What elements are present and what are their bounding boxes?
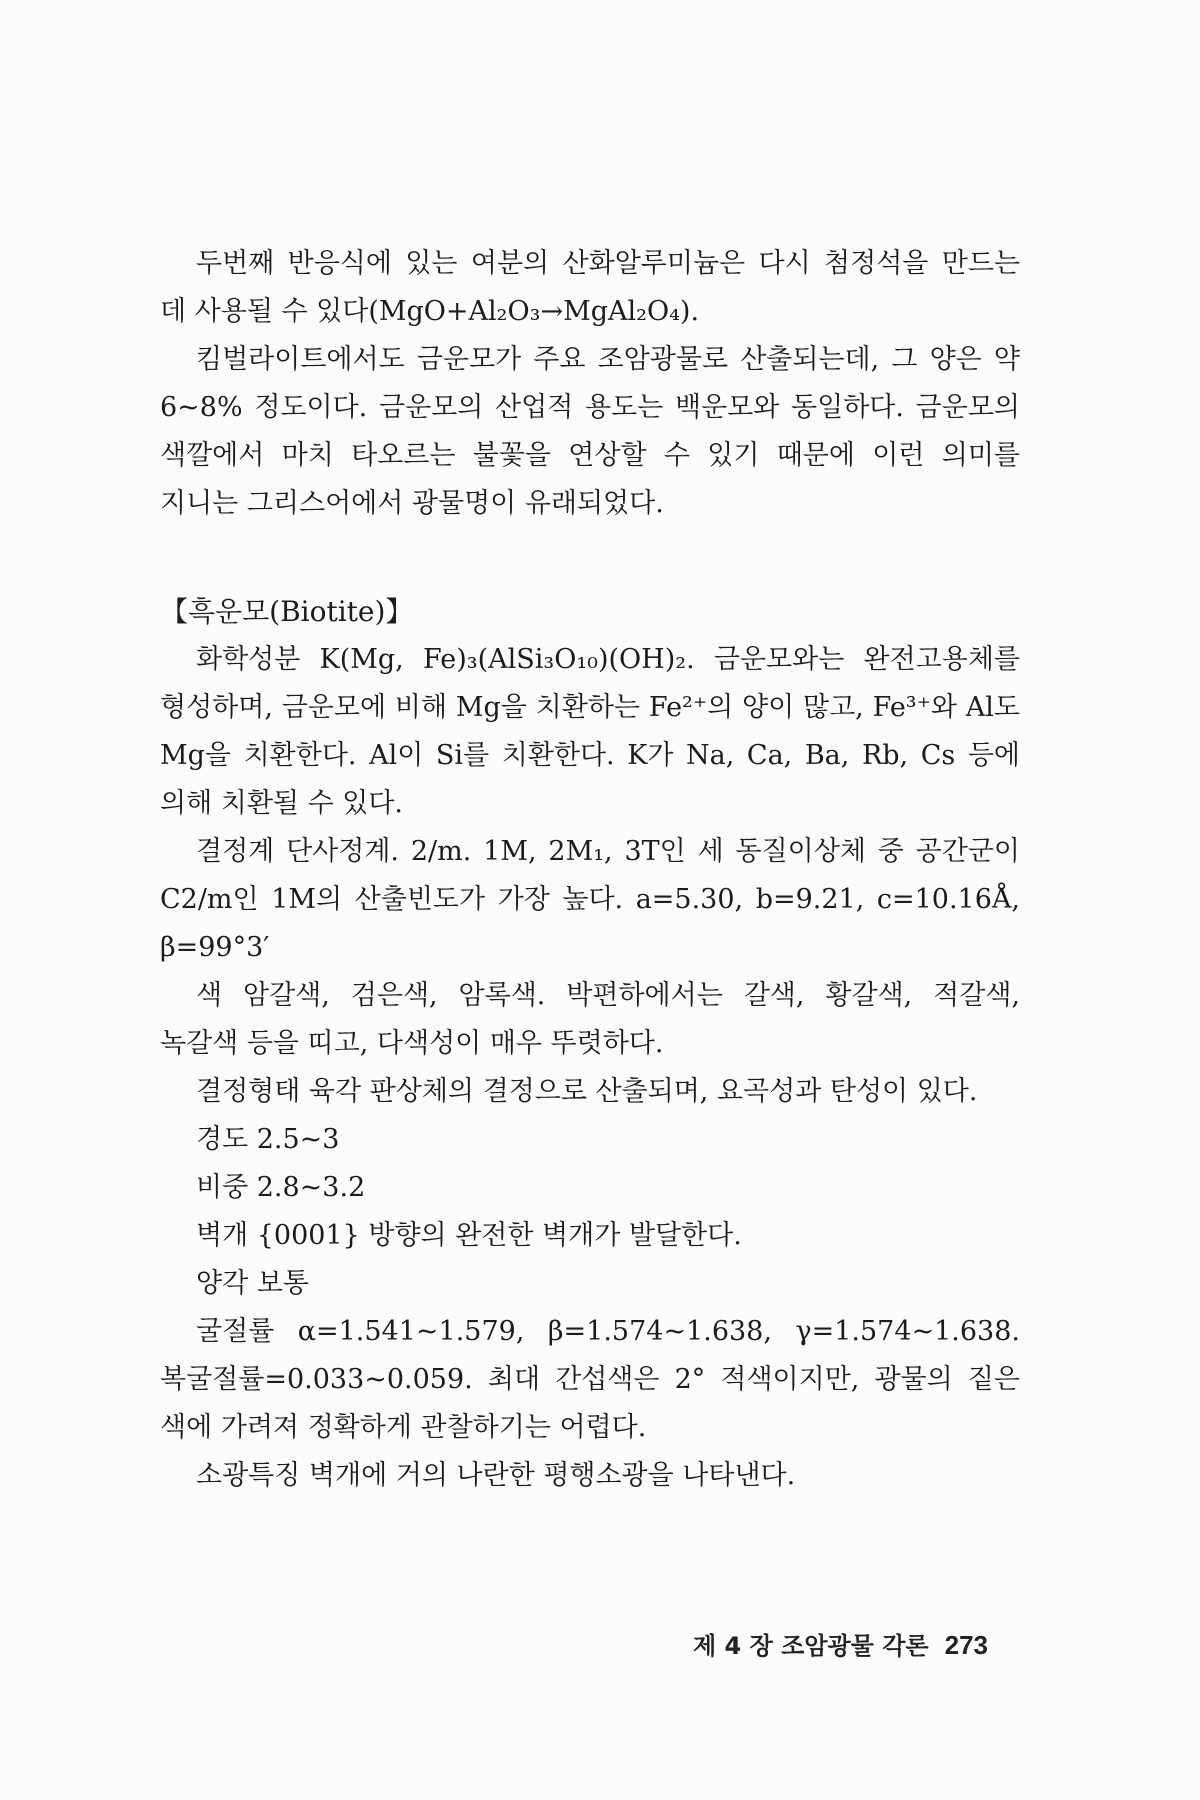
page-footer xyxy=(693,1626,988,1661)
chapter-title: 제 4 장 조암광물 각론 xyxy=(693,1632,929,1660)
item-crystal-system: 결정계 단사정계. 2/m. 1M, 2M₁, 3T인 세 동질이상체 중 공간군이 C2/m인 1M의 산출빈도가 가장 높다. a=5.30, b=9.21, c=10.16Å, β=99°3′ xyxy=(160,836,1020,963)
item-hardness: 경도 2.5~3 xyxy=(196,1124,340,1155)
item-extinction: 소광특징 벽개에 거의 나란한 평행소광을 나타낸다. xyxy=(196,1460,796,1491)
page-number: 273 xyxy=(944,1630,988,1660)
paragraph-spinel-reaction: 두번째 반응식에 있는 여분의 산화알루미늄은 다시 첨정석을 만드는 데 사용될 수 있다(MgO+Al₂O₃→MgAl₂O₄). xyxy=(160,248,1020,327)
item-cleavage: 벽개 {0001} 방향의 완전한 벽개가 발달한다. xyxy=(196,1220,742,1251)
item-chemical-composition: 화학성분 K(Mg, Fe)₃(AlSi₃O₁₀)(OH)₂. 금운모와는 완전고용체를 형성하며, 금운모에 비해 Mg을 치환하는 Fe²⁺의 양이 많고, Fe³⁺와 Al도 Mg을 치환한다. Al이 Si를 치환한다. K가 Na, Ca, Ba, Rb, Cs 등에 의해 치환될 수 있다. xyxy=(160,644,1020,819)
item-refractive-index: 굴절률 α=1.541~1.579, β=1.574~1.638, γ=1.574~1.638. 복굴절률=0.033~0.059. 최대 간섭색은 2° 적색이지만, 광물의 짙은 색에 가려져 정확하게 관찰하기는 어렵다. xyxy=(160,1316,1020,1443)
page-body xyxy=(160,240,1020,1500)
section-title-biotite: 【흑운모(Biotite)】 xyxy=(160,595,414,628)
item-color: 색 암갈색, 검은색, 암록색. 박편하에서는 갈색, 황갈색, 적갈색, 녹갈색 등을 띠고, 다색성이 매우 뚜렷하다. xyxy=(160,980,1020,1059)
paragraph-phlogopite-kimberlite: 킴벌라이트에서도 금운모가 주요 조암광물로 산출되는데, 그 양은 약 6~8% 정도이다. 금운모의 산업적 용도는 백운모와 동일하다. 금운모의 색깔에서 마치 타오르는 불꽃을 연상할 수 있기 때문에 이런 의미를 지니는 그리스어에서 광물명이 유래되었다. xyxy=(160,344,1020,519)
item-relief: 양각 보통 xyxy=(196,1268,309,1299)
item-crystal-form: 결정형태 육각 판상체의 결정으로 산출되며, 요곡성과 탄성이 있다. xyxy=(196,1076,978,1107)
item-specific-gravity: 비중 2.8~3.2 xyxy=(196,1172,366,1203)
